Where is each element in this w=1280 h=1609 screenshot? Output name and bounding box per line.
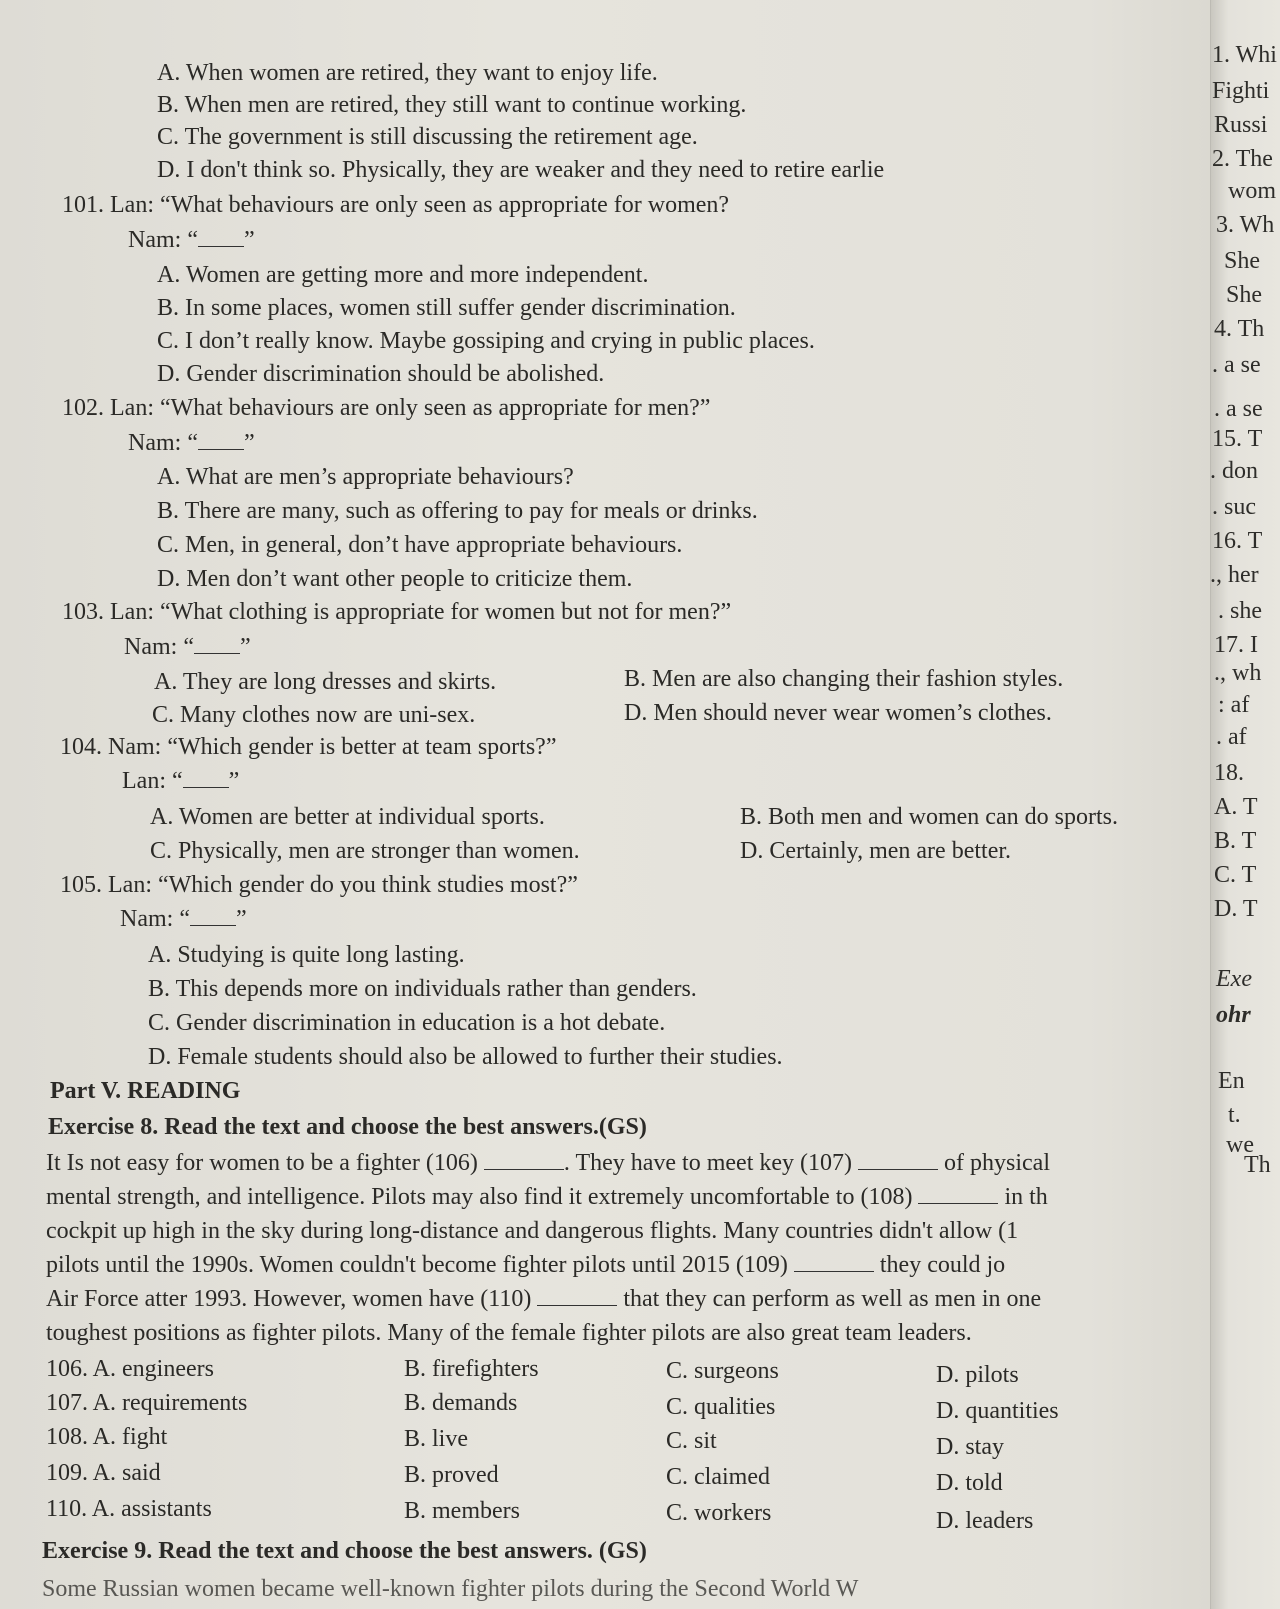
- q104-option-a: A. Women are better at individual sports.: [150, 804, 545, 830]
- facing-fragment: . af: [1216, 724, 1247, 750]
- answer-suffix: ”: [243, 430, 255, 456]
- q103-option-b: B. Men are also changing their fashion styles.: [624, 666, 1064, 692]
- facing-fragment: Th: [1244, 1152, 1271, 1178]
- passage-text: they could jo: [873, 1252, 1006, 1278]
- question-105: 105. Lan: “Which gender do you think studies most?”: [60, 872, 578, 898]
- answer-110-c: C. workers: [666, 1500, 772, 1526]
- answer-107-a: 107. A. requirements: [46, 1390, 248, 1416]
- exercise-9-title: Exercise 9. Read the text and choose the best answers. (GS): [42, 1538, 647, 1564]
- prev-option-d: D. I don't think so. Physically, they are weaker and they need to retire earlie: [157, 157, 885, 183]
- facing-fragment: Exe: [1216, 966, 1252, 992]
- answer-109-c: C. claimed: [666, 1464, 770, 1490]
- facing-fragment: wom: [1228, 178, 1276, 204]
- question-102: 102. Lan: “What behaviours are only seen as appropriate for men?”: [62, 395, 711, 421]
- passage-text: mental strength, and intelligence. Pilots may also find it extremely uncomfortable to (108): [46, 1184, 919, 1210]
- answer-blank: [198, 431, 244, 450]
- facing-fragment: 18.: [1214, 760, 1244, 786]
- facing-fragment: 1. Whi: [1212, 42, 1277, 68]
- prev-option-c: C. The government is still discussing the retirement age.: [157, 124, 698, 150]
- facing-fragment: we: [1226, 1132, 1254, 1158]
- answer-prefix: Nam: “: [128, 430, 198, 456]
- facing-fragment: 15. T: [1212, 426, 1263, 452]
- q102-option-b: B. There are many, such as offering to pay for meals or drinks.: [157, 498, 758, 524]
- answer-prefix: Nam: “: [124, 634, 194, 660]
- q103-option-a: A. They are long dresses and skirts.: [154, 669, 497, 695]
- answer-108-d: D. stay: [936, 1434, 1004, 1460]
- answer-107-b: B. demands: [404, 1390, 518, 1416]
- answer-blank: [198, 228, 244, 247]
- question-104: 104. Nam: “Which gender is better at team sports?”: [60, 734, 557, 760]
- q102-option-a: A. What are men’s appropriate behaviours?: [157, 464, 574, 490]
- passage-line-6: toughest positions as fighter pilots. Many of the female fighter pilots are also great team leaders.: [46, 1320, 972, 1346]
- answer-108-b: B. live: [404, 1426, 468, 1452]
- answer-suffix: ”: [228, 768, 240, 794]
- facing-fragment: ., wh: [1214, 660, 1262, 686]
- q103-option-d: D. Men should never wear women’s clothes.: [624, 700, 1052, 726]
- q101-option-b: B. In some places, women still suffer gender discrimination.: [157, 295, 736, 321]
- answer-106-c: C. surgeons: [666, 1358, 779, 1384]
- blank-107: [858, 1151, 938, 1170]
- q103-option-c: C. Many clothes now are uni-sex.: [152, 702, 476, 728]
- passage-line-3: cockpit up high in the sky during long-distance and dangerous flights. Many countries didn't allow (1: [46, 1218, 1019, 1244]
- answer-blank: [190, 907, 236, 926]
- answer-prefix: Nam: “: [128, 227, 198, 253]
- facing-fragment: 4. Th: [1214, 316, 1265, 342]
- answer-prefix: Lan: “: [122, 768, 183, 794]
- answer-suffix: ”: [243, 227, 255, 253]
- answer-108-c: C. sit: [666, 1428, 717, 1454]
- facing-fragment: : af: [1218, 692, 1250, 718]
- answer-106-d: D. pilots: [936, 1362, 1019, 1388]
- facing-fragment: . a se: [1212, 352, 1261, 378]
- blank-110: [537, 1287, 617, 1306]
- facing-fragment: She: [1226, 282, 1262, 308]
- answer-line-101: [128, 225, 255, 255]
- exercise-9-first-line: Some Russian women became well-known fighter pilots during the Second World W: [42, 1576, 859, 1602]
- answer-109-b: B. proved: [404, 1462, 499, 1488]
- answer-line-103: [124, 632, 251, 662]
- q105-option-c: C. Gender discrimination in education is a hot debate.: [148, 1010, 666, 1036]
- passage-text: . They have to meet key (107): [563, 1150, 859, 1176]
- facing-fragment: D. T: [1214, 896, 1258, 922]
- blank-106: [484, 1151, 564, 1170]
- question-103: 103. Lan: “What clothing is appropriate for women but not for men?”: [62, 599, 732, 625]
- answer-109-d: D. told: [936, 1470, 1003, 1496]
- answer-106-b: B. firefighters: [404, 1356, 539, 1382]
- facing-fragment: . don: [1210, 458, 1258, 484]
- q104-option-d: D. Certainly, men are better.: [740, 838, 1012, 864]
- facing-fragment: Russi: [1214, 112, 1268, 138]
- blank-109: [794, 1253, 874, 1272]
- facing-fragment: . a se: [1214, 396, 1263, 422]
- answer-prefix: Nam: “: [120, 906, 190, 932]
- answer-suffix: ”: [235, 906, 247, 932]
- facing-fragment: C. T: [1214, 862, 1257, 888]
- passage-line-4: [46, 1250, 1005, 1280]
- facing-fragment: . suc: [1212, 494, 1256, 520]
- prev-option-a: A. When women are retired, they want to enjoy life.: [157, 60, 658, 86]
- answer-107-d: D. quantities: [936, 1398, 1059, 1424]
- facing-fragment: 17. I: [1214, 632, 1258, 658]
- q101-option-a: A. Women are getting more and more independent.: [157, 262, 649, 288]
- exercise-8-title: Exercise 8. Read the text and choose the best answers.(GS): [48, 1114, 647, 1140]
- answer-line-102: [128, 428, 255, 458]
- answer-110-b: B. members: [404, 1498, 520, 1524]
- facing-fragment: B. T: [1214, 828, 1257, 854]
- facing-fragment: 16. T: [1212, 528, 1263, 554]
- passage-text: in th: [998, 1184, 1048, 1210]
- passage-line-5: [46, 1284, 1041, 1314]
- prev-option-b: B. When men are retired, they still want to continue working.: [157, 92, 747, 118]
- passage-text: that they can perform as well as men in one: [617, 1286, 1042, 1312]
- passage-line-1: [46, 1148, 1050, 1178]
- q105-option-b: B. This depends more on individuals rather than genders.: [148, 976, 697, 1002]
- passage-text: Air Force atter 1993. However, women have (110): [46, 1286, 538, 1312]
- facing-fragment: ., her: [1210, 562, 1259, 588]
- facing-fragment: She: [1224, 248, 1260, 274]
- passage-text: pilots until the 1990s. Women couldn't become fighter pilots until 2015 (109): [46, 1252, 794, 1278]
- part-title: Part V. READING: [50, 1078, 241, 1104]
- facing-fragment: 2. The: [1212, 146, 1273, 172]
- facing-fragment: En: [1218, 1068, 1245, 1094]
- answer-line-105: [120, 904, 247, 934]
- answer-109-a: 109. A. said: [46, 1460, 161, 1486]
- facing-fragment: ohr: [1216, 1002, 1251, 1028]
- facing-fragment: . she: [1218, 598, 1262, 624]
- answer-106-a: 106. A. engineers: [46, 1356, 214, 1382]
- facing-fragment: 3. Wh: [1216, 212, 1275, 238]
- q105-option-d: D. Female students should also be allowed to further their studies.: [148, 1044, 783, 1070]
- q105-option-a: A. Studying is quite long lasting.: [148, 942, 465, 968]
- blank-108: [918, 1185, 998, 1204]
- answer-blank: [194, 635, 240, 654]
- answer-blank: [183, 769, 229, 788]
- answer-110-d: D. leaders: [936, 1508, 1034, 1534]
- q101-option-d: D. Gender discrimination should be abolished.: [157, 361, 605, 387]
- facing-fragment: t.: [1228, 1102, 1241, 1128]
- facing-fragment: A. T: [1214, 794, 1258, 820]
- passage-text: of physical: [938, 1150, 1050, 1176]
- answer-110-a: 110. A. assistants: [46, 1496, 212, 1522]
- answer-107-c: C. qualities: [666, 1394, 776, 1420]
- passage-line-2: [46, 1182, 1048, 1212]
- passage-text: It Is not easy for women to be a fighter (106): [46, 1150, 484, 1176]
- question-101: 101. Lan: “What behaviours are only seen as appropriate for women?: [62, 192, 730, 218]
- q104-option-b: B. Both men and women can do sports.: [740, 804, 1118, 830]
- q104-option-c: C. Physically, men are stronger than women.: [150, 838, 580, 864]
- answer-line-104: [122, 766, 239, 796]
- q102-option-c: C. Men, in general, don’t have appropriate behaviours.: [157, 532, 683, 558]
- q101-option-c: C. I don’t really know. Maybe gossiping and crying in public places.: [157, 328, 815, 354]
- answer-108-a: 108. A. fight: [46, 1424, 168, 1450]
- q102-option-d: D. Men don’t want other people to criticize them.: [157, 566, 633, 592]
- answer-suffix: ”: [239, 634, 251, 660]
- facing-fragment: Fighti: [1212, 78, 1270, 104]
